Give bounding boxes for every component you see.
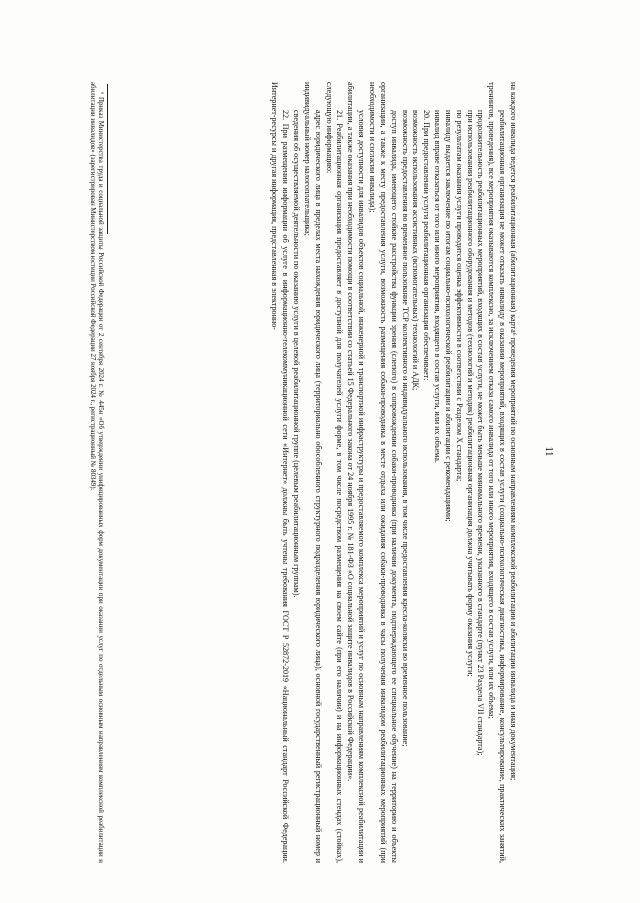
paragraph: 21. Реабилитационная организация предоставляет в доступной для получателей услуги форме, в том числе посредством размещения на своем сайте (при его наличии) и на информационных стендах (стойках), следующую информацию: — [324, 82, 345, 863]
paragraph: возможность использования ассистивных (вспомогательных) технологий и АДК; — [411, 110, 421, 391]
footnote-text: ⁶ Приказ Министерства труда и социальной защиты Российской Федерации от 2 сентября 2024 г. № 445н «Об утверждении унифицированных форм документации при оказании услуг по отдельным основным направлениям комплексной реабилитации и абилитации инвалидов» (зарегистрирован Министерством юстиции Российской Федерации 27 ноября 2024 г., регистрационный № 80349). — [88, 82, 104, 863]
paragraph: 22. При размещении информации об услуге в информационно-телекоммуникационной сети «Интернет» должны быть учтены требования ГОСТ Р 52872-2019 «Национальный стандарт Российской Федерации. Интернет-ресурсы и другая информация, представленная в электронно- — [270, 82, 291, 863]
paragraph: сведения об осуществляемой деятельности по оказанию услуги в целевой реабилитационной группе (целевым реабилитационным группам). — [292, 110, 302, 598]
paragraph: 20. При предоставлении услуги реабилитационная организация обеспечивает: — [422, 110, 432, 381]
paragraph: доступ инвалида, имеющего стойкие расстройства функции зрения (слепого) в сопровождении собаки-проводника (при наличии документа, подтверждающего ее специальное обучение) на территорию и объекты организации, а также к месту предоставления услуги, возможность размещения собаки-проводника в месте отдыха или ожидания собаки-проводника в часы получения инвалидом реабилитационных мероприятий (при необходимости и согласии инвалида); — [368, 82, 399, 863]
footnote — [87, 82, 104, 863]
footnote-divider — [107, 84, 108, 234]
paragraph: условия доступности для инвалидов объектов социальной, инженерной и транспортной инфраструктуры и предоставляемого комплекса мероприятий и услуг по основным направлениям комплексной реабилитации и абилитации, а также оказания при необходимости помощи в соответствии со статьей 15 Федерального закона от 24 ноября 1995 г. № 181-ФЗ «О социальной защите инвалидов в Российской Федерации». — [346, 82, 367, 863]
paragraph: возможность предоставления во временное пользование ТСР коллективного и индивидуального использования, в том числе предоставления кресла-коляски во временное пользование; — [400, 110, 410, 747]
paragraph: при использовании реабилитационного оборудования и методов (технологий и методик) реабилитационная организация должна учитывать форму оказания услуги; — [465, 110, 475, 677]
paragraph: по результатам оказания услуги проводится оценка эффективности в соответствии с Разделом X стандарта; — [454, 110, 464, 482]
paragraph: продолжительность реабилитационных мероприятий, входящих в состав услуги, не может быть меньше минимального времени, указанного в стандарте (пункт 23 Раздела VII стандарта); — [476, 110, 486, 756]
paragraph: инвалиду выдается заключение по итогам социально-психологической реабилитации и абилитации с рекомендациями; — [443, 110, 453, 522]
page-number: 11 — [543, 446, 554, 457]
document-body — [269, 82, 518, 863]
paragraph: реабилитационная организация не может отказать инвалиду в оказании мероприятий, входящих в состав услуги (социально-психологическая диагностика, информирование, консультирование, практических занятий, тренингов, проведения), все мероприятия оказываются комплексно, за исключением отказа самого инвалида от того или иного мероприятия, входящего в состав услуги, или их объема; — [487, 82, 508, 863]
paragraph: инвалид вправе отказаться от того или иного мероприятия, входящего в состав услуги, или их объема. — [433, 110, 443, 463]
paragraph: адрес юридического лица в пределах места нахождения юридического лица (территориально обособленного структурного подразделения юридического лица), основной государственный регистрационный номер и индивидуальный номер налогоплательщика; — [302, 82, 323, 863]
paragraph: на каждого инвалида ведется реабилитационная (абилитационная) карта⁶ проведения мероприятий по основным направлениям комплексной реабилитации и абилитации инвалида и иная документация; — [509, 82, 518, 781]
